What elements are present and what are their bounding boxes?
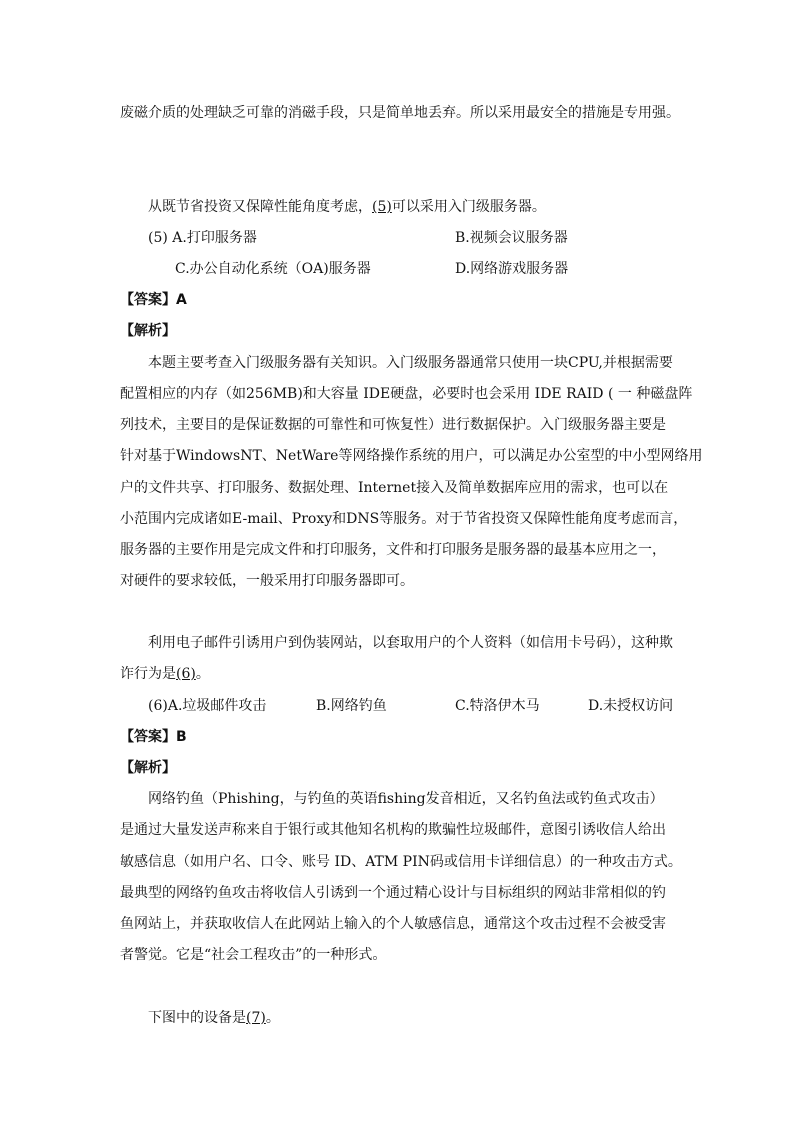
q6-blank: (6) bbox=[176, 666, 196, 682]
q5-analysis-line: 本题主要考查入门级服务器有关知识。入门级服务器通常只使用一块CPU,并根据需要 bbox=[148, 355, 673, 371]
q6-analysis-line: 网络钓鱼（Phishing，与钓鱼的英语fishing发音相近，又名钓鱼法或钓鱼式攻击） bbox=[148, 791, 664, 807]
q5-answer: 【答案】A bbox=[120, 292, 187, 308]
q5-analysis-title: 【解析】 bbox=[120, 323, 176, 339]
q5-stem-pre: 从既节省投资又保障性能角度考虑， bbox=[148, 199, 372, 215]
q5-analysis-line: 户的文件共享、打印服务、数据处理、Internet接入及简单数据库应用的需求，也可以在 bbox=[120, 480, 669, 496]
q5-analysis-line: 列技术，主要目的是保证数据的可靠性和可恢复性）进行数据保护。入门级服务器主要是 bbox=[120, 417, 666, 433]
q6-analysis-line: 敏感信息（如用户名、口令、账号 ID、ATM PIN码或信用卡详细信息）的一种攻击方式。 bbox=[120, 854, 682, 870]
q5-analysis-line: 对硬件的要求较低，一般采用打印服务器即可。 bbox=[120, 573, 414, 589]
q5-blank: (5) bbox=[372, 199, 392, 215]
q6-analysis-line: 鱼网站上，并获取收信人在此网站上输入的个人敏感信息，通常这个攻击过程不会被受害 bbox=[120, 916, 666, 932]
q5-option-a: (5) A.打印服务器 bbox=[148, 230, 257, 246]
q6-analysis-line: 者警觉。它是“社会工程攻击”的一种形式。 bbox=[120, 947, 387, 963]
q7-stem bbox=[148, 1008, 280, 1028]
q5-option-c: C.办公自动化系统（OA)服务器 bbox=[175, 261, 371, 277]
q7-stem-pre: 下图中的设备是 bbox=[148, 1010, 246, 1026]
q6-option-b: B.网络钓鱼 bbox=[316, 698, 387, 714]
q5-analysis-line: 针对基于WindowsNT、NetWare等网络操作系统的用户，可以满足办公室型的中小型网络用 bbox=[120, 448, 703, 464]
q6-option-c: C.特洛伊木马 bbox=[455, 698, 540, 714]
q5-option-b: B.视频会议服务器 bbox=[455, 230, 568, 246]
q6-analysis-line: 是通过大量发送声称来自于银行或其他知名机构的欺骗性垃圾邮件，意图引诱收信人给出 bbox=[120, 822, 666, 838]
q6-option-d: D.未授权访问 bbox=[588, 698, 674, 714]
q5-stem-post: 可以采用入门级服务器。 bbox=[391, 199, 546, 215]
q7-stem-post: 。 bbox=[265, 1010, 280, 1026]
q6-stem-post: 。 bbox=[195, 666, 210, 682]
q5-analysis-line: 小范围内完成诸如E-mail、Proxy和DNS等服务。对于节省投资又保障性能角度考虑而言， bbox=[120, 511, 688, 527]
q7-blank: (7) bbox=[246, 1010, 266, 1026]
q6-option-a: (6)A.垃圾邮件攻击 bbox=[148, 698, 267, 714]
q5-stem bbox=[148, 197, 546, 217]
intro-line: 废磁介质的处理缺乏可靠的消磁手段，只是简单地丢弃。所以采用最安全的措施是专用强。 bbox=[120, 105, 680, 121]
q5-option-d: D.网络游戏服务器 bbox=[455, 261, 569, 277]
q6-answer: 【答案】B bbox=[120, 729, 187, 745]
q6-analysis-line: 最典型的网络钓鱼攻击将收信人引诱到一个通过精心设计与目标组织的网站非常相似的钓 bbox=[120, 885, 666, 901]
q5-analysis-line: 配置相应的内存（如256MB)和大容量 IDE硬盘，必要时也会采用 IDE RAID ( 一 种磁盘阵 bbox=[120, 386, 693, 402]
q5-analysis-line: 服务器的主要作用是完成文件和打印服务，文件和打印服务是服务器的最基本应用之一， bbox=[120, 542, 666, 558]
q6-stem-line2 bbox=[120, 664, 210, 684]
q6-analysis-title: 【解析】 bbox=[120, 760, 176, 776]
q6-stem-line1: 利用电子邮件引诱用户到伪装网站，以套取用户的个人资料（如信用卡号码），这种欺 bbox=[148, 635, 673, 651]
q6-stem-pre: 诈行为是 bbox=[120, 666, 176, 682]
